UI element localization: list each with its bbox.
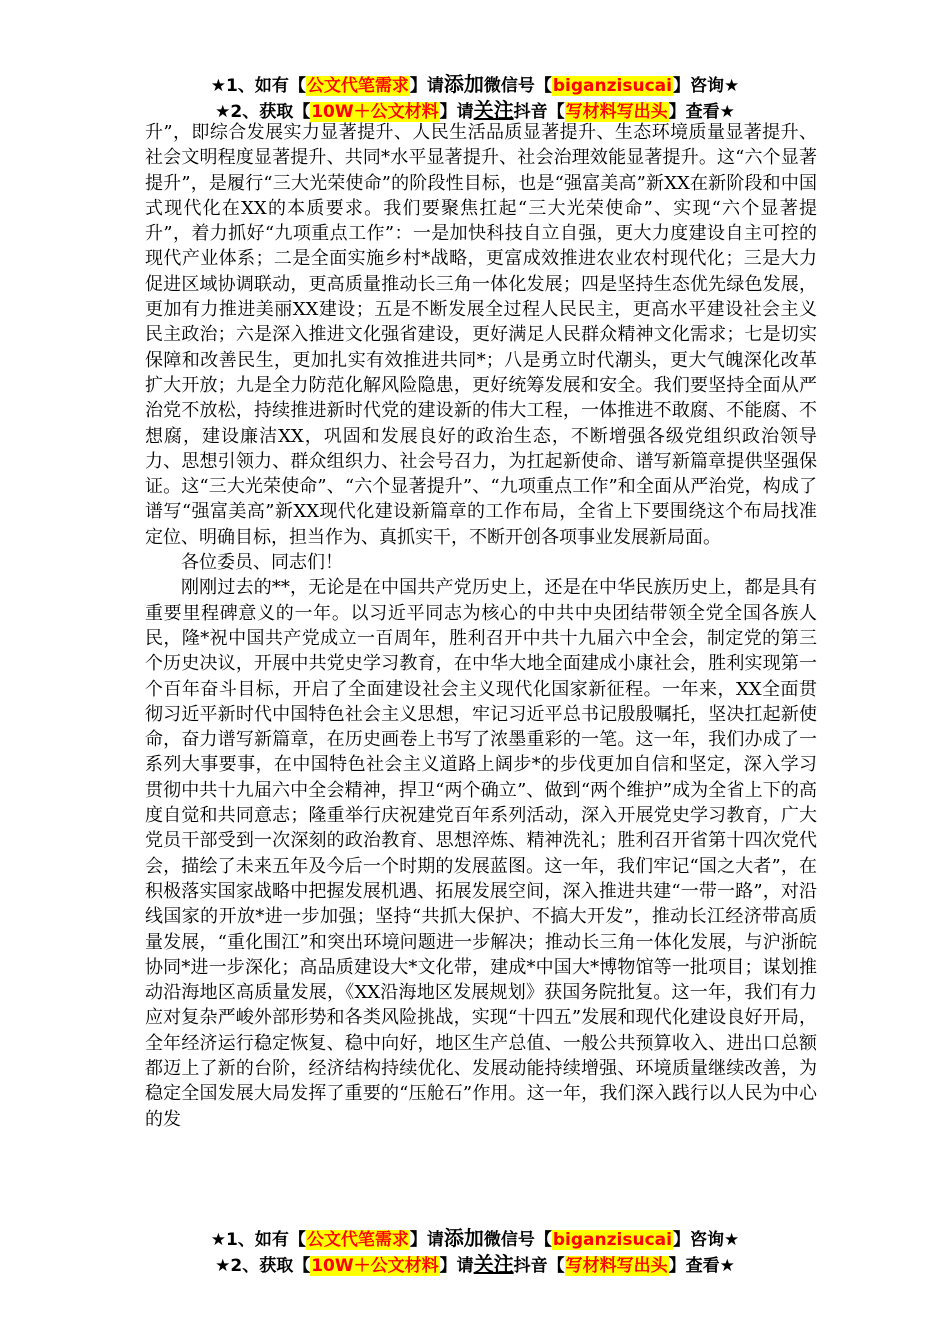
highlight-text: 公文代笔需求: [306, 1230, 409, 1250]
wechat-id: biganzisucai: [552, 1230, 672, 1250]
emphasis-text: 关注: [473, 1252, 514, 1276]
promo-text: 】咨询★: [672, 1230, 740, 1250]
promo-text: 抖音【: [513, 102, 565, 122]
promo-text: 2、获取【: [230, 102, 311, 122]
wechat-id: biganzisucai: [552, 76, 672, 96]
promo-line-2: [0, 1252, 950, 1278]
star-icon: ★: [215, 102, 231, 122]
promo-text: 】查看★: [668, 102, 735, 122]
promo-text: 2、获取【: [230, 1256, 311, 1276]
highlight-text: 10W＋公文材料: [311, 102, 439, 122]
paragraph-2: 刚刚过去的**，无论是在中国共产党历史上，还是在中华民族历史上，都是具有重要里程碑意义的一年。以习近平同志为核心的中共中央团结带领全党全国各族人民，隆*祝中国共产党成立一百周年，胜利召开中共十九届六中全会，制定党的第三个历史决议，开展中共党史学习教育，在中华大地全面建成小康社会，胜利实现第一个百年奋斗目标，开启了全面建设社会主义现代化国家新征程。一年来，XX全面贯彻习近平新时代中国特色社会主义思想，牢记习近平总书记殷殷嘱托，坚决扛起新使命，奋力谱写新篇章，在历史画卷上书写了浓墨重彩的一笔。这一年，我们办成了一系列大事要事，在中国特色社会主义道路上阔步*的步伐更加自信和坚定，深入学习贯彻中共十九届六中全会精神，捍卫“两个确立”、做到“两个维护”成为全省上下的高度自觉和共同意志；隆重举行庆祝建党百年系列活动，深入开展党史学习教育，广大党员干部受到一次深刻的政治教育、思想淬炼、精神洗礼；胜利召开省第十四次党代会，描绘了未来五年及今后一个时期的发展蓝图。这一年，我们牢记“国之大者”，在积极落实国家战略中把握发展机遇、拓展发展空间，深入推进共建“一带一路”，对沿线国家的开放*进一步加强；坚持“共抓大保护、不搞大开发”，推动长江经济带高质量发展，“重化围江”和突出环境问题进一步解决；推动长三角一体化发展，与沪浙皖协同*进一步深化；高品质建设大*文化带，建成*中国大*博物馆等一批项目；谋划推动沿海地区高质量发展，《XX沿海地区发展规划》获国务院批复。这一年，我们有力应对复杂严峻外部形势和各类风险挑战，实现“十四五”发展和现代化建设良好开局，全年经济运行稳定恢复、稳中向好，地区生产总值、一般公共预算收入、进出口总额都迈上了新的台阶，经济结构持续优化、发展动能持续增强、环境质量继续改善，为稳定全国发展大局发挥了重要的“压舱石”作用。这一年，我们深入践行以人民为中心的发: [145, 577, 817, 1130]
promo-banner-top: [0, 72, 950, 124]
promo-text: 】查看★: [668, 1256, 735, 1276]
promo-text: 微信号【: [483, 76, 552, 96]
douyin-id: 写材料写出头: [565, 1256, 668, 1276]
promo-text: 抖音【: [513, 1256, 565, 1276]
highlight-text: 公文代笔需求: [306, 76, 409, 96]
promo-text: 】请: [439, 102, 474, 122]
salutation: 各位委员、同志们！: [181, 552, 343, 574]
star-icon: ★: [210, 1230, 227, 1250]
promo-banner-bottom: [0, 1226, 950, 1278]
highlight-text: 10W＋公文材料: [311, 1256, 439, 1276]
promo-text: 1、如有【: [226, 76, 306, 96]
promo-text: 】咨询★: [672, 76, 740, 96]
document-body: [145, 120, 817, 1132]
promo-text: 】请: [439, 1256, 474, 1276]
emphasis-text: 关注: [473, 98, 514, 122]
emphasis-text: 添加: [443, 72, 484, 96]
promo-line-1: [0, 72, 950, 98]
promo-text: 1、如有【: [226, 1230, 306, 1250]
paragraph-1: 升”，即综合发展实力显著提升、人民生活品质显著提升、生态环境质量显著提升、社会文明程度显著提升、共同*水平显著提升、社会治理效能显著提升。这“六个显著提升”，是履行“三大光荣使命”的阶段性目标，也是“强富美高”新XX在新阶段和中国式现代化在XX的本质要求。我们要聚焦扛起“三大光荣使命”、实现“六个显著提升”，着力抓好“九项重点工作”：一是加快科技自立自强，更大力度建设自主可控的现代产业体系；二是全面实施乡村*战略，更富成效推进农业农村现代化；三是大力促进区域协调联动，更高质量推动长三角一体化发展；四是坚持生态优先绿色发展，更加有力推进美丽XX建设；五是不断发展全过程人民民主，更高水平建设社会主义民主政治；六是深入推进文化强省建设，更好满足人民群众精神文化需求；七是切实保障和改善民生，更加扎实有效推进共同*；八是勇立时代潮头，更大气魄深化改革扩大开放；九是全力防范化解风险隐患，更好统筹发展和安全。我们要坚持全面从严治党不放松，持续推进新时代党的建设新的伟大工程，一体推进不敢腐、不能腐、不想腐，建设廉洁XX，巩固和发展良好的政治生态，不断增强各级党组织政治领导力、思想引领力、群众组织力、社会号召力，为扛起新使命、谱写新篇章提供坚强保证。这“三大光荣使命”、“六个显著提升”、“九项重点工作”和全面从严治党，构成了谱写“强富美高”新XX现代化建设新篇章的工作布局，全省上下要围绕这个布局找准定位、明确目标，担当作为、真抓实干，不断开创各项事业发展新局面。: [145, 122, 817, 548]
douyin-id: 写材料写出头: [565, 102, 668, 122]
promo-text: 】请: [409, 76, 444, 96]
promo-text: 】请: [409, 1230, 444, 1250]
emphasis-text: 添加: [443, 1226, 484, 1250]
star-icon: ★: [215, 1256, 231, 1276]
promo-text: 微信号【: [483, 1230, 552, 1250]
promo-line-1: [0, 1226, 950, 1252]
star-icon: ★: [210, 76, 227, 96]
